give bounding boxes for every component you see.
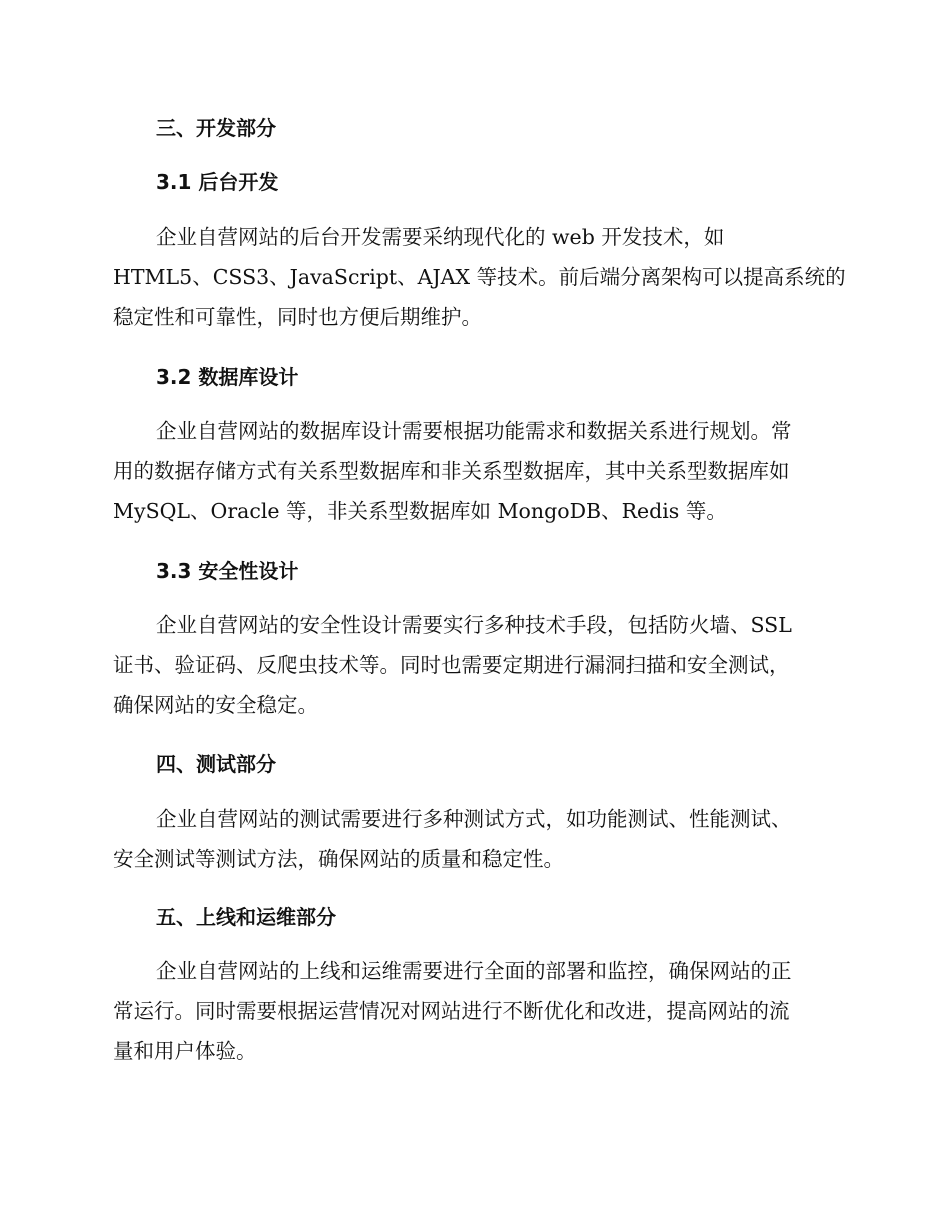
paragraph-line: 稳定性和可靠性，同时也方便后期维护。: [113, 305, 482, 329]
paragraph-database: [113, 411, 833, 531]
section-heading-backend: 3.1 后台开发: [156, 170, 279, 194]
section-heading-launch-ops: 五、上线和运维部分: [156, 905, 336, 929]
paragraph-line: 安全测试等测试方法，确保网站的质量和稳定性。: [113, 847, 564, 871]
paragraph-line: MySQL、Oracle 等，非关系型数据库如 MongoDB、Redis 等。: [113, 499, 727, 523]
paragraph-testing: [113, 799, 833, 879]
paragraph-line: 量和用户体验。: [113, 1039, 257, 1063]
paragraph-line: 企业自营网站的测试需要进行多种测试方式，如功能测试、性能测试、: [156, 807, 792, 831]
paragraph-line: 确保网站的安全稳定。: [113, 693, 318, 717]
paragraph-line: 证书、验证码、反爬虫技术等。同时也需要定期进行漏洞扫描和安全测试，: [113, 653, 790, 677]
paragraph-line: 用的数据存储方式有关系型数据库和非关系型数据库，其中关系型数据库如: [113, 459, 790, 483]
paragraph-line: HTML5、CSS3、JavaScript、AJAX 等技术。前后端分离架构可以提高系统的: [113, 265, 846, 289]
paragraph-backend: [113, 217, 846, 337]
section-heading-testing: 四、测试部分: [156, 752, 276, 776]
section-heading-security: 3.3 安全性设计: [156, 559, 299, 583]
paragraph-line: 企业自营网站的安全性设计需要实行多种技术手段，包括防火墙、SSL: [156, 613, 792, 637]
paragraph-security: [113, 605, 833, 725]
paragraph-line: 企业自营网站的后台开发需要采纳现代化的 web 开发技术，如: [156, 225, 725, 249]
paragraph-line: 企业自营网站的数据库设计需要根据功能需求和数据关系进行规划。常: [156, 419, 792, 443]
paragraph-line: 常运行。同时需要根据运营情况对网站进行不断优化和改进，提高网站的流: [113, 999, 790, 1023]
paragraph-line: 企业自营网站的上线和运维需要进行全面的部署和监控，确保网站的正: [156, 959, 792, 983]
paragraph-launch-ops: [113, 951, 833, 1071]
section-heading-database: 3.2 数据库设计: [156, 365, 299, 389]
section-heading-development: 三、开发部分: [156, 116, 276, 140]
